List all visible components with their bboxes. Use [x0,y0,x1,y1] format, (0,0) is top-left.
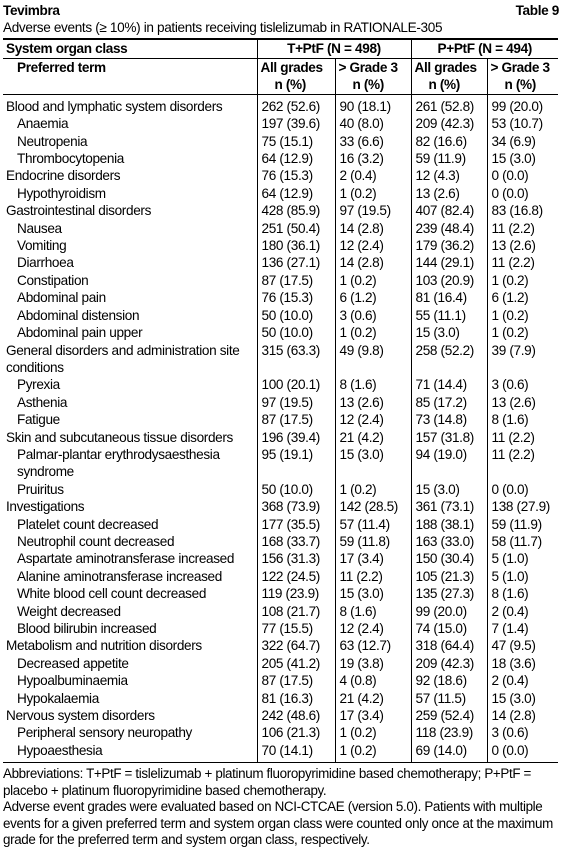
pptf-grade3-cell: 53 (10.7) [487,115,558,132]
tptf-grade3-cell: 1 (0.2) [335,481,411,498]
preferred-term-name: Constipation [17,272,89,288]
preferred-term-row [3,690,558,707]
preferred-term-row [3,324,558,341]
pptf-all-grades-cell: 13 (2.6) [411,185,487,202]
preferred-term-row [3,307,558,324]
pptf-all-grades-cell: 74 (15.0) [411,620,487,637]
tptf-all-grades-cell: 368 (73.9) [257,498,335,515]
preferred-term-row [3,289,558,306]
tptf-all-grades-cell: 97 (19.5) [257,394,335,411]
pptf-all-grades-cell: 105 (21.3) [411,568,487,585]
pptf-all-grades-cell: 81 (16.4) [411,289,487,306]
preferred-term-name: Fatigue [17,412,60,428]
preferred-term-name: Hypoalbuminaemia [17,673,128,689]
tptf-all-grades-cell: 106 (21.3) [257,724,335,741]
system-organ-class-name: Gastrointestinal disorders [6,203,152,219]
pptf-grade3-cell: 6 (1.2) [487,289,558,306]
preferred-term-name: Hypoaesthesia [3,742,257,763]
pptf-all-grades-cell: 15 (3.0) [411,324,487,341]
preferred-term-name: Hypothyroidism [17,185,106,201]
pptf-all-grades-cell: 188 (38.1) [411,516,487,533]
pptf-grade3-cell: 11 (2.2) [487,254,558,271]
pptf-all-grades-cell: 179 (36.2) [411,237,487,254]
system-organ-class-name: Blood and lymphatic system disorders [6,98,223,114]
pptf-all-grades-cell: 361 (73.1) [411,498,487,515]
header-n-pct: n (%) [352,77,384,93]
pptf-grade3-cell: 3 (0.6) [487,724,558,741]
system-organ-class-row [3,429,558,446]
header-grade3-label: > Grade 3 [490,60,550,75]
pptf-grade3-cell: 11 (2.2) [487,429,558,446]
preferred-term-row [3,411,558,428]
preferred-term-name: Weight decreased [17,603,121,619]
tptf-grade3-cell: 40 (8.0) [335,115,411,132]
pptf-grade3-cell: 0 (0.0) [487,167,558,184]
preferred-term-row [3,585,558,602]
tptf-grade3-cell: 12 (2.4) [335,411,411,428]
pptf-all-grades-cell: 15 (3.0) [411,481,487,498]
preferred-term-name: Anaemia [17,116,69,132]
pptf-grade3-cell: 0 (0.0) [487,481,558,498]
header-grade3-label: > Grade 3 [338,60,398,75]
preferred-term-name: Pruiritus [17,481,64,497]
tptf-all-grades-cell: 100 (20.1) [257,376,335,393]
pptf-grade3-cell: 8 (1.6) [487,585,558,602]
preferred-term-name: Palmar-plantar erythrodysaesthesia syndrome [17,446,220,480]
tptf-grade3-cell: 1 (0.2) [335,272,411,289]
preferred-term-name: Pyrexia [17,377,60,393]
header-all-grades-label: All grades [414,60,477,75]
preferred-term-row [3,533,558,550]
preferred-term-name: Blood bilirubin increased [17,621,157,636]
pptf-all-grades-cell: 239 (48.4) [411,220,487,237]
tptf-all-grades-cell: 87 (17.5) [257,411,335,428]
pptf-grade3-cell: 1 (0.2) [487,272,558,289]
header-system-organ-class: System organ class [3,39,257,59]
tptf-grade3-cell: 8 (1.6) [335,376,411,393]
pptf-grade3-cell: 5 (1.0) [487,550,558,567]
table-header [3,39,558,94]
system-organ-class-name: Endocrine disorders [6,168,121,184]
header-n-pct: n (%) [274,77,306,93]
tptf-all-grades-cell: 76 (15.3) [257,289,335,306]
tptf-grade3-cell: 13 (2.6) [335,394,411,411]
preferred-term-name: Hypokalaemia [17,690,99,706]
header-preferred-term: Preferred term [3,59,257,95]
pptf-grade3-cell: 7 (1.4) [487,620,558,637]
system-organ-class-name: Metabolism and nutrition disorders [6,638,202,654]
system-organ-class-name: Skin and subcutaneous tissue disorders [6,429,234,445]
tptf-all-grades-cell: 87 (17.5) [257,272,335,289]
preferred-term-row [3,672,558,689]
preferred-term-name: Decreased appetite [17,655,129,671]
header-grade3 [487,59,558,95]
pptf-all-grades-cell: 118 (23.9) [411,724,487,741]
tptf-grade3-cell: 17 (3.4) [335,550,411,567]
tptf-grade3-cell: 142 (28.5) [335,498,411,515]
tptf-grade3-cell: 1 (0.2) [335,185,411,202]
tptf-all-grades-cell: 77 (15.5) [257,620,335,637]
pptf-grade3-cell: 99 (20.0) [487,94,558,115]
tptf-all-grades-cell: 315 (63.3) [257,342,335,377]
tptf-all-grades-cell: 177 (35.5) [257,516,335,533]
tptf-grade3-cell: 49 (9.8) [335,342,411,377]
pptf-grade3-cell: 18 (3.6) [487,655,558,672]
tptf-grade3-cell: 59 (11.8) [335,533,411,550]
tptf-grade3-cell: 90 (18.1) [335,94,411,115]
tptf-all-grades-cell: 322 (64.7) [257,637,335,654]
preferred-term-name: Diarrhoea [17,255,74,271]
pptf-all-grades-cell: 59 (11.9) [411,150,487,167]
preferred-term-row [3,516,558,533]
preferred-term-row [3,550,558,567]
pptf-grade3-cell: 0 (0.0) [487,742,558,763]
system-organ-class-name: Investigations [6,499,85,515]
pptf-grade3-cell: 11 (2.2) [487,220,558,237]
pptf-grade3-cell: 8 (1.6) [487,411,558,428]
preferred-term-name: Neutropenia [17,133,88,149]
tptf-grade3-cell: 33 (6.6) [335,133,411,150]
tptf-all-grades-cell: 50 (10.0) [257,307,335,324]
tptf-grade3-cell: 2 (0.4) [335,167,411,184]
tptf-all-grades-cell: 87 (17.5) [257,672,335,689]
preferred-term-row [3,237,558,254]
pptf-all-grades-cell: 55 (11.1) [411,307,487,324]
pptf-all-grades-cell: 209 (42.3) [411,115,487,132]
pptf-all-grades-cell: 71 (14.4) [411,376,487,393]
system-organ-class-name: General disorders and administration site conditions [6,342,240,375]
pptf-grade3-cell: 34 (6.9) [487,133,558,150]
tptf-grade3-cell: 21 (4.2) [335,429,411,446]
tptf-all-grades-cell: 75 (15.1) [257,133,335,150]
tptf-grade3-cell: 12 (2.4) [335,620,411,637]
footnote-abbreviations: Abbreviations: T+PtF = tislelizumab + platinum fluoropyrimidine based chemotherapy; P+PtF = placebo + platinum fluoropyrimidine based chemotherapy. [3,766,531,798]
table-caption: Adverse events (≥ 10%) in patients receiving tislelizumab in RATIONALE-305 [3,20,443,35]
tptf-all-grades-cell: 242 (48.6) [257,707,335,724]
preferred-term-name: Nausea [17,220,62,236]
tptf-all-grades-cell: 262 (52.6) [257,94,335,115]
pptf-all-grades-cell: 103 (20.9) [411,272,487,289]
system-organ-class-row [3,202,558,219]
pptf-all-grades-cell: 407 (82.4) [411,202,487,219]
tptf-grade3-cell: 21 (4.2) [335,690,411,707]
preferred-term-row [3,115,558,132]
tptf-grade3-cell: 19 (3.8) [335,655,411,672]
pptf-all-grades-cell: 99 (20.0) [411,603,487,620]
preferred-term-row [3,603,558,620]
pptf-grade3-cell: 3 (0.6) [487,376,558,393]
header-group-pptf: P+PtF (N = 494) [411,39,558,59]
pptf-grade3-cell: 39 (7.9) [487,342,558,377]
preferred-term-name: Thrombocytopenia [17,151,124,167]
tptf-grade3-cell: 97 (19.5) [335,202,411,219]
preferred-term-name: Platelet count decreased [17,516,159,532]
pptf-grade3-cell: 2 (0.4) [487,672,558,689]
tptf-grade3-cell: 1 (0.2) [335,742,411,763]
tptf-all-grades-cell: 251 (50.4) [257,220,335,237]
pptf-all-grades-cell: 258 (52.2) [411,342,487,377]
tptf-grade3-cell: 17 (3.4) [335,707,411,724]
tptf-grade3-cell: 11 (2.2) [335,568,411,585]
footnotes [3,766,559,849]
tptf-grade3-cell: 14 (2.8) [335,254,411,271]
pptf-all-grades-cell: 94 (19.0) [411,446,487,481]
tptf-all-grades-cell: 70 (14.1) [257,742,335,763]
header-n-pct: n (%) [428,77,460,93]
pptf-all-grades-cell: 163 (33.0) [411,533,487,550]
tptf-all-grades-cell: 168 (33.7) [257,533,335,550]
pptf-all-grades-cell: 144 (29.1) [411,254,487,271]
pptf-all-grades-cell: 92 (18.6) [411,672,487,689]
tptf-all-grades-cell: 119 (23.9) [257,585,335,602]
pptf-grade3-cell: 13 (2.6) [487,237,558,254]
pptf-grade3-cell: 83 (16.8) [487,202,558,219]
tptf-grade3-cell: 6 (1.2) [335,289,411,306]
pptf-grade3-cell: 13 (2.6) [487,394,558,411]
pptf-all-grades-cell: 69 (14.0) [411,742,487,763]
preferred-term-name: Abdominal pain [17,290,106,306]
pptf-all-grades-cell: 259 (52.4) [411,707,487,724]
tptf-all-grades-cell: 50 (10.0) [257,481,335,498]
tptf-all-grades-cell: 428 (85.9) [257,202,335,219]
pptf-all-grades-cell: 150 (30.4) [411,550,487,567]
preferred-term-row [3,620,558,637]
table-number: Table 9 [515,3,559,18]
tptf-grade3-cell: 12 (2.4) [335,237,411,254]
pptf-all-grades-cell: 82 (16.6) [411,133,487,150]
tptf-all-grades-cell: 180 (36.1) [257,237,335,254]
preferred-term-row [3,150,558,167]
preferred-term-name: Abdominal pain upper [17,325,143,341]
preferred-term-row [3,742,558,763]
preferred-term-name: Neutrophil count decreased [17,533,175,549]
header-group-tptf: T+PtF (N = 498) [257,39,411,59]
tptf-all-grades-cell: 81 (16.3) [257,690,335,707]
preferred-term-name: Abdominal distension [17,307,140,323]
preferred-term-name: Alanine aminotransferase increased [17,568,222,584]
system-organ-class-row [3,498,558,515]
preferred-term-row [3,481,558,498]
pptf-grade3-cell: 11 (2.2) [487,446,558,481]
pptf-all-grades-cell: 261 (52.8) [411,94,487,115]
pptf-all-grades-cell: 73 (14.8) [411,411,487,428]
preferred-term-row [3,185,558,202]
pptf-all-grades-cell: 57 (11.5) [411,690,487,707]
pptf-all-grades-cell: 318 (64.4) [411,637,487,654]
tptf-all-grades-cell: 64 (12.9) [257,150,335,167]
preferred-term-name: Aspartate aminotransferase increased [17,551,235,567]
tptf-all-grades-cell: 50 (10.0) [257,324,335,341]
document-header [3,2,559,19]
pptf-all-grades-cell: 209 (42.3) [411,655,487,672]
system-organ-class-row [3,167,558,184]
system-organ-class-row [3,637,558,654]
pptf-all-grades-cell: 157 (31.8) [411,429,487,446]
tptf-all-grades-cell: 64 (12.9) [257,185,335,202]
preferred-term-row [3,394,558,411]
pptf-grade3-cell: 58 (11.7) [487,533,558,550]
pptf-all-grades-cell: 135 (27.3) [411,585,487,602]
tptf-grade3-cell: 3 (0.6) [335,307,411,324]
preferred-term-row [3,254,558,271]
header-n-pct: n (%) [504,77,536,93]
pptf-grade3-cell: 14 (2.8) [487,707,558,724]
pptf-grade3-cell: 15 (3.0) [487,690,558,707]
tptf-grade3-cell: 4 (0.8) [335,672,411,689]
footnote-grading: Adverse event grades were evaluated based on NCI-CTCAE (version 5.0). Patients with multiple events for a given preferred term and system organ class were counted only once at the maximum grade for the preferred term and system organ class, respectively. [3,799,553,848]
preferred-term-name: Asthenia [17,394,68,410]
pptf-grade3-cell: 1 (0.2) [487,307,558,324]
preferred-term-name: White blood cell count decreased [17,586,207,602]
pptf-all-grades-cell: 12 (4.3) [411,167,487,184]
system-organ-class-row [3,94,558,115]
adverse-events-table [3,38,558,763]
pptf-grade3-cell: 138 (27.9) [487,498,558,515]
pptf-grade3-cell: 47 (9.5) [487,637,558,654]
tptf-grade3-cell: 1 (0.2) [335,724,411,741]
preferred-term-row [3,272,558,289]
tptf-all-grades-cell: 197 (39.6) [257,115,335,132]
preferred-term-row [3,133,558,150]
pptf-grade3-cell: 1 (0.2) [487,324,558,341]
tptf-grade3-cell: 15 (3.0) [335,585,411,602]
pptf-all-grades-cell: 85 (17.2) [411,394,487,411]
header-all-grades [257,59,335,95]
preferred-term-row [3,655,558,672]
header-all-grades-label: All grades [260,60,323,75]
system-organ-class-name: Nervous system disorders [6,708,155,724]
header-all-grades [411,59,487,95]
pptf-grade3-cell: 59 (11.9) [487,516,558,533]
tptf-all-grades-cell: 156 (31.3) [257,550,335,567]
pptf-grade3-cell: 2 (0.4) [487,603,558,620]
drug-name: Tevimbra [3,3,60,18]
preferred-term-row [3,446,558,481]
pptf-grade3-cell: 15 (3.0) [487,150,558,167]
tptf-grade3-cell: 15 (3.0) [335,446,411,481]
tptf-grade3-cell: 63 (12.7) [335,637,411,654]
preferred-term-row [3,568,558,585]
tptf-grade3-cell: 8 (1.6) [335,603,411,620]
tptf-all-grades-cell: 95 (19.1) [257,446,335,481]
tptf-grade3-cell: 1 (0.2) [335,324,411,341]
tptf-all-grades-cell: 76 (15.3) [257,167,335,184]
tptf-grade3-cell: 16 (3.2) [335,150,411,167]
pptf-grade3-cell: 0 (0.0) [487,185,558,202]
tptf-all-grades-cell: 136 (27.1) [257,254,335,271]
preferred-term-name: Peripheral sensory neuropathy [17,725,192,741]
tptf-grade3-cell: 14 (2.8) [335,220,411,237]
tptf-all-grades-cell: 196 (39.4) [257,429,335,446]
preferred-term-row [3,376,558,393]
preferred-term-row [3,724,558,741]
tptf-all-grades-cell: 108 (21.7) [257,603,335,620]
tptf-grade3-cell: 57 (11.4) [335,516,411,533]
table-body [3,94,558,762]
preferred-term-row [3,220,558,237]
header-grade3 [335,59,411,95]
preferred-term-name: Vomiting [17,238,67,254]
system-organ-class-row [3,707,558,724]
pptf-grade3-cell: 5 (1.0) [487,568,558,585]
tptf-all-grades-cell: 205 (41.2) [257,655,335,672]
system-organ-class-row [3,342,558,377]
tptf-all-grades-cell: 122 (24.5) [257,568,335,585]
